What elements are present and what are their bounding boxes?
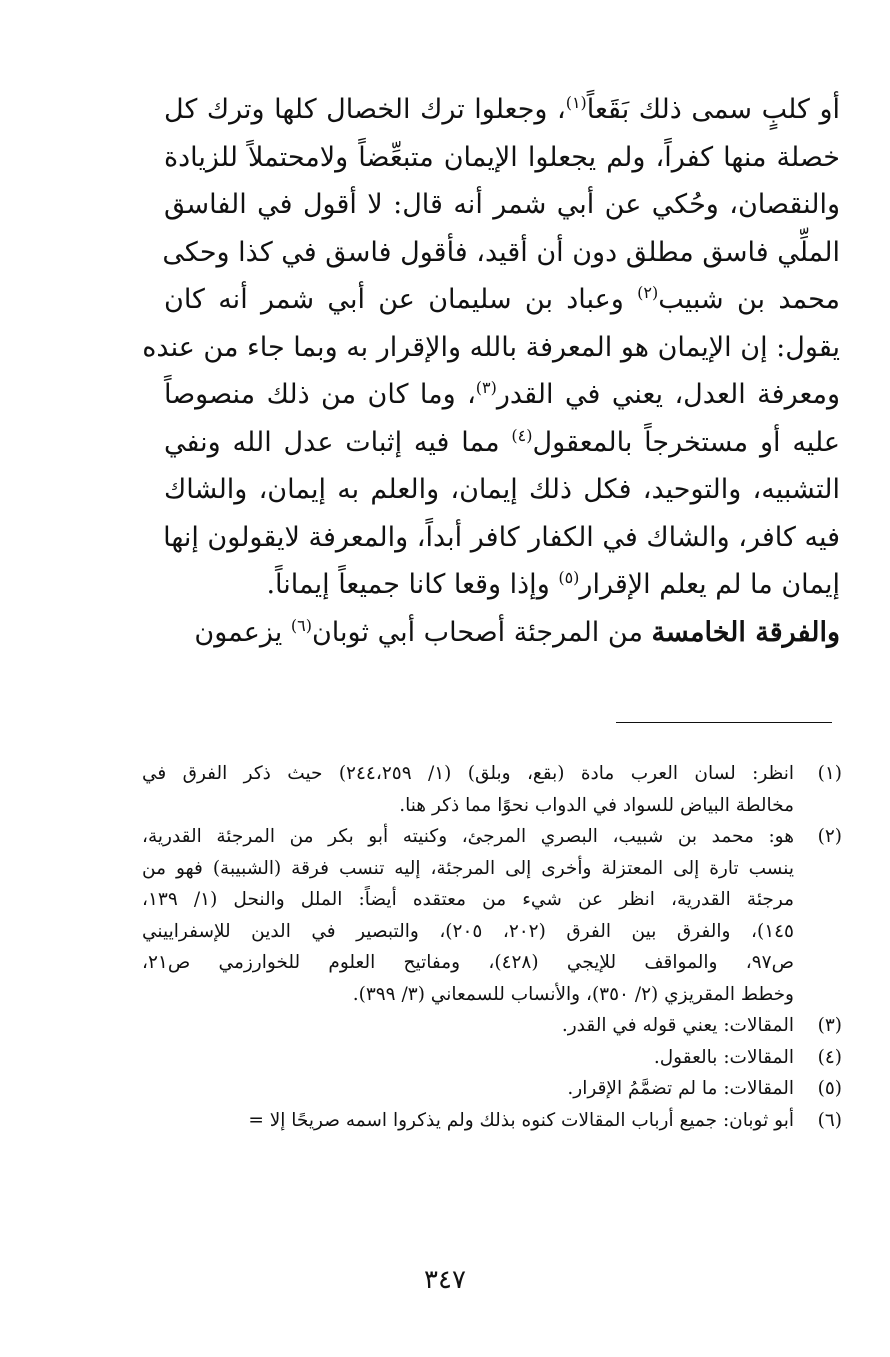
text-line-5 — [164, 276, 840, 324]
footnote-line: وخطط المقريزي (٢/ ٣٥٠)، والأنساب للسمعاني (٣/ ٣٩٩). — [352, 983, 794, 1005]
text-line-1 — [164, 86, 840, 134]
footnote-ref-6[interactable]: (٦) — [290, 615, 312, 635]
text-line-11 — [164, 561, 840, 609]
footnote-line: هو: محمد بن شبيب، البصري المرجئ، وكنيته أبو بكر من المرجئة القدرية، — [142, 826, 794, 847]
footnote-line: ينسب تارة إلى المعتزلة وأخرى إلى المرجئة، إليه تنسب فرقة (الشبيبة) فهو من — [142, 857, 794, 879]
second-paragraph — [164, 609, 840, 657]
footnote-ref-2[interactable]: (٢) — [637, 283, 659, 302]
text-line-3: والنقصان، وحُكي عن أبي شمر أنه قال: لا أقول في الفاسق — [164, 189, 840, 220]
footnote-line: انظر: لسان العرب مادة (بقع، وبلق) (١/ ٢٤٤،٢٥٩) حيث ذكر الفرق في — [142, 763, 794, 784]
footnote-5 — [142, 1073, 842, 1105]
footnotes — [142, 758, 842, 1136]
footnote-2 — [142, 821, 842, 1010]
text-segment: مما فيه إثبات عدل الله ونفي — [164, 426, 512, 458]
footnote-line: مرجئة القدرية، انظر عن شيء من معتقده أيضاً: الملل والنحل (١/ ١٣٩، — [142, 889, 794, 910]
text-segment: محمد بن شبيب — [658, 284, 840, 315]
footnote-ref-4[interactable]: (٤) — [511, 425, 533, 445]
text-line-6: يقول: إن الإيمان هو المعرفة بالله والإقرار به وبما جاء من عنده — [142, 331, 840, 363]
text-segment: ومعرفة العدل، يعني في القدر — [496, 379, 840, 410]
footnote-line: المقالات: بالعقول. — [653, 1046, 794, 1068]
footnote-text — [142, 758, 794, 821]
footnote-3 — [142, 1010, 842, 1042]
footnote-line: المقالات: يعني قوله في القدر. — [561, 1015, 794, 1036]
text-segment: ، وما كان من ذلك منصوصاً — [164, 379, 476, 410]
text-line-10: فيه كافر، والشاك في الكفار كافر أبداً، والمعرفة لايقولون إنها — [163, 521, 840, 553]
footnote-number: (٥) — [817, 1078, 842, 1099]
footnote-1 — [142, 758, 842, 821]
footnote-6 — [142, 1105, 842, 1137]
footnote-ref-5[interactable]: (٥) — [558, 568, 580, 587]
text-segment: ، وجعلوا ترك الخصال كلها وترك كل — [164, 94, 566, 125]
text-segment: أو كلبٍ سمى ذلك بَقَعاً — [586, 94, 841, 125]
text-segment: وإذا وقعا كانا جميعاً إيماناً. — [266, 569, 559, 600]
text-line-12 — [164, 609, 840, 657]
footnote-line: ١٤٥)، والفرق بين الفرق (٢٠٢، ٢٠٥)، والتبصير في الدين للإسفراييني — [142, 920, 794, 942]
footnote-4 — [142, 1042, 842, 1074]
footnote-text — [142, 1042, 794, 1074]
footnote-number: (١) — [817, 763, 842, 784]
footnote-divider — [616, 722, 832, 723]
footnote-ref-1[interactable]: (١) — [565, 93, 587, 112]
text-line-8 — [164, 419, 840, 467]
main-paragraph — [142, 86, 841, 609]
text-line-4: الملِّي فاسق مطلق دون أن أقيد، فأقول فاسق في كذا وحكى — [162, 236, 840, 268]
footnote-line: أبو ثوبان: جميع أرباب المقالات كنوه بذلك ولم يذكروا اسمه صريحًا إلا = — [248, 1109, 794, 1131]
text-line-9: التشبيه، والتوحيد، فكل ذلك إيمان، والعلم به إيمان، والشاك — [164, 474, 840, 505]
text-segment: عليه أو مستخرجاً بالمعقول — [532, 426, 841, 458]
main-text — [142, 86, 841, 656]
footnote-line: ص٩٧، والمواقف للإيجي (٤٢٨)، ومفاتيح العلوم للخوارزمي ص٢١، — [142, 952, 794, 973]
footnote-text — [142, 1073, 794, 1105]
footnote-text — [142, 1105, 794, 1137]
text-segment: إيمان ما لم يعلم الإقرار — [579, 569, 840, 600]
footnote-number: (٢) — [817, 826, 842, 847]
footnote-text — [142, 1010, 794, 1042]
text-line-7 — [164, 371, 840, 419]
footnote-text — [142, 821, 794, 1010]
text-segment: يزعمون — [194, 616, 291, 648]
footnote-number: (٤) — [817, 1046, 842, 1068]
section-heading: والفرقة الخامسة — [651, 616, 840, 648]
page-number: ٣٤٧ — [424, 1265, 466, 1295]
text-segment: وعباد بن سليمان عن أبي شمر أنه كان — [164, 284, 638, 315]
footnote-line: المقالات: ما لم تضمَّمُ الإقرار. — [567, 1078, 794, 1099]
footnote-number: (٦) — [817, 1109, 842, 1131]
footnote-ref-3[interactable]: (٣) — [475, 378, 497, 397]
footnote-line: مخالطة البياض للسواد في الدواب نحوًا مما ذكر هنا. — [399, 794, 794, 816]
footnote-number: (٣) — [817, 1015, 842, 1036]
text-segment: من المرجئة أصحاب أبي ثوبان — [311, 616, 652, 648]
text-line-2: خصلة منها كفراً، ولم يجعلوا الإيمان متبعِّضاً ولامحتملاً للزيادة — [164, 141, 840, 173]
